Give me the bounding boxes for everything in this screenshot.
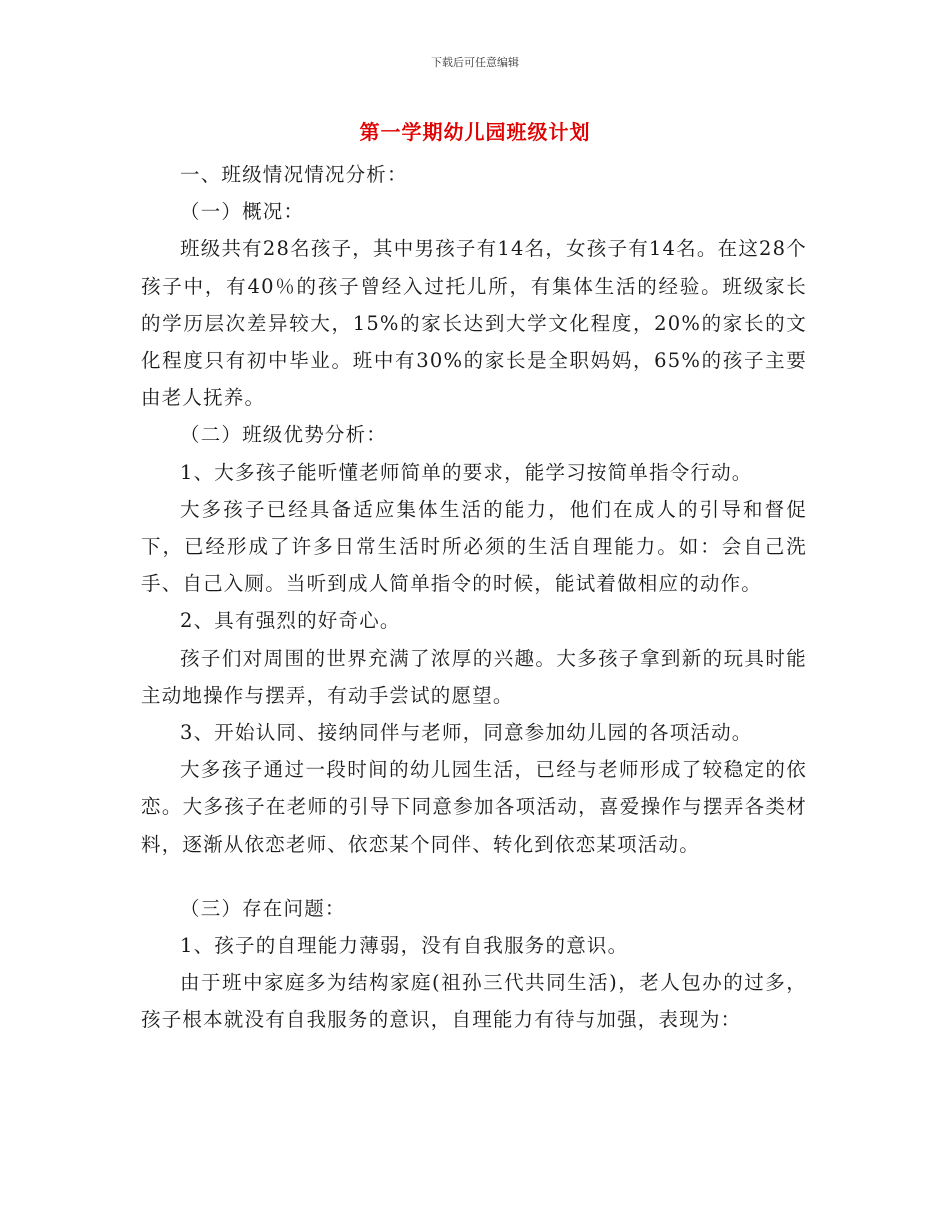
list-item-heading: 3、开始认同、接纳同伴与老师，同意参加幼儿园的各项活动。 — [180, 721, 753, 745]
document-body — [141, 156, 807, 1039]
body-paragraph: 孩子们对周围的世界充满了浓厚的兴趣。大多孩子拿到新的玩具时能主动地操作与摆弄，有动手尝试的愿望。 — [141, 646, 807, 707]
list-item-heading: 2、具有强烈的好奇心。 — [180, 609, 401, 633]
list-item-heading: 1、孩子的自理能力薄弱，没有自我服务的意识。 — [180, 934, 629, 958]
body-paragraph: 大多孩子通过一段时间的幼儿园生活，已经与老师形成了较稳定的依恋。大多孩子在老师的引导下同意参加各项活动，喜爱操作与摆弄各类材料，逐渐从依恋老师、依恋某个同伴、转化到依恋某项活动。 — [141, 758, 807, 856]
list-item-heading: 1、大多孩子能听懂老师简单的要求，能学习按简单指令行动。 — [180, 460, 753, 484]
subsection-heading: （二）班级优势分析： — [180, 423, 388, 447]
section-heading: 一、班级情况情况分析： — [180, 163, 408, 186]
body-paragraph: 大多孩子已经具备适应集体生活的能力，他们在成人的引导和督促下，已经形成了许多日常生活时所必须的生活自理能力。如：会自己洗手、自己入厕。当听到成人简单指令的时候，能试着做相应的动作。 — [141, 497, 807, 596]
paragraph-spacer — [141, 863, 807, 890]
body-paragraph: 班级共有28名孩子，其中男孩子有14名，女孩子有14名。在这28个孩子中，有40％的孩子曾经入过托儿所，有集体生活的经验。班级家长的学历层次差异较大，15%的家长达到大学文化程度，20%的家长的文化程度只有初中毕业。班中有30%的家长是全职妈妈，65%的孩子主要由老人抚养。 — [141, 237, 807, 410]
body-paragraph: 由于班中家庭多为结构家庭(祖孙三代共同生活)，老人包办的过多，孩子根本就没有自我服务的意识，自理能力有待与加强，表现为： — [141, 971, 807, 1032]
document-title: 第一学期幼儿园班级计划 — [359, 120, 591, 144]
subsection-heading: （三）存在问题： — [180, 896, 346, 920]
page-header: 下载后可任意编辑 — [431, 56, 519, 69]
subsection-heading: （一）概况： — [180, 200, 305, 224]
